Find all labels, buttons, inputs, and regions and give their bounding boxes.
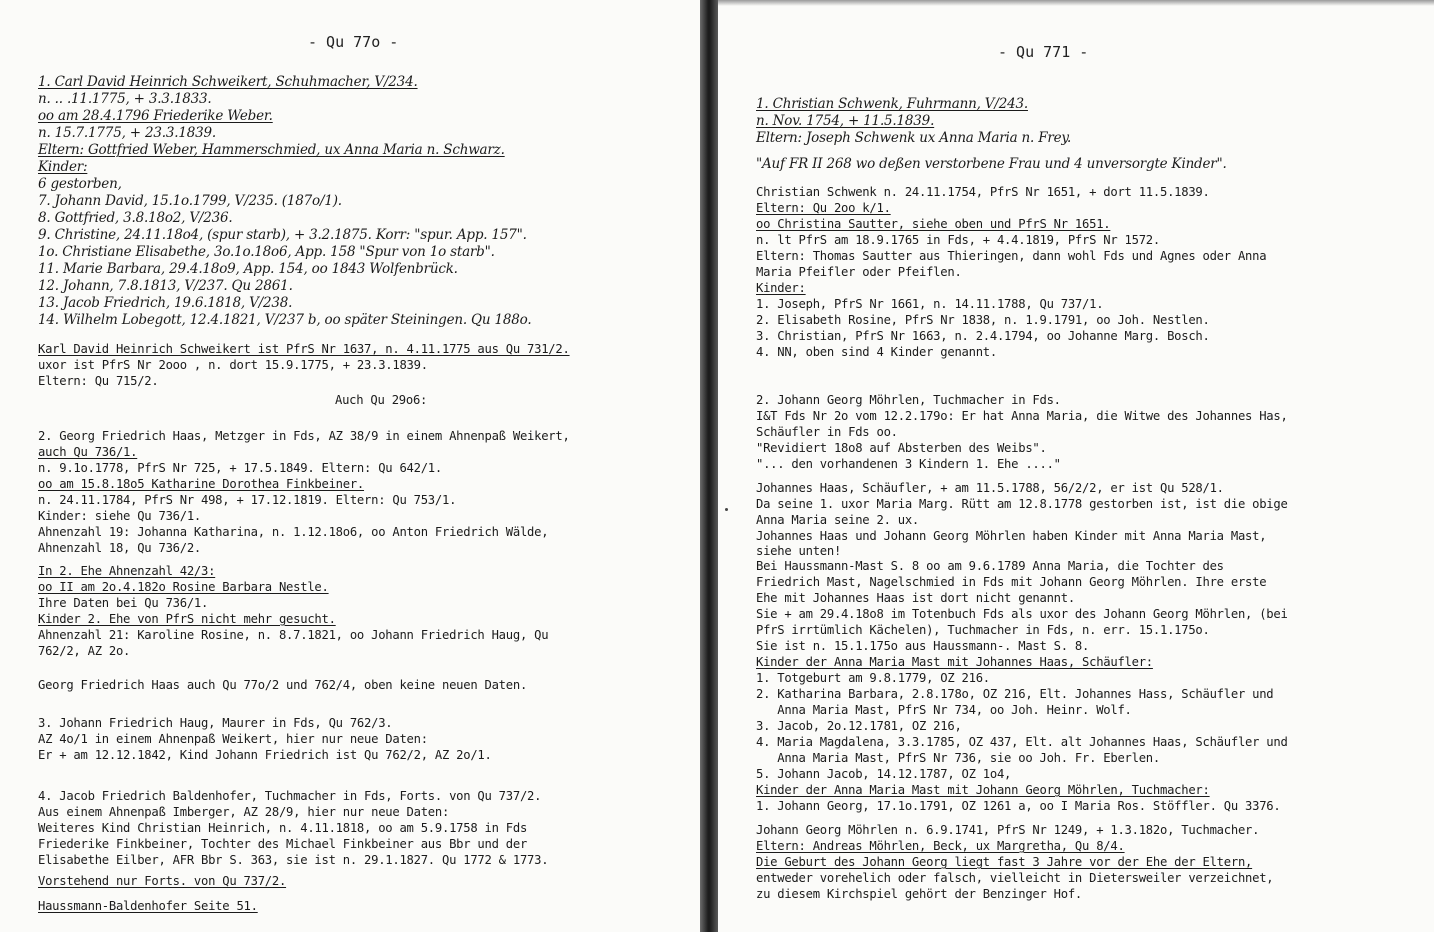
left-text-line: Karl David Heinrich Schweikert ist PfrS Nr 1637, n. 4.11.1775 aus Qu 731/2.: [38, 342, 570, 356]
right-text-line: Eltern: Joseph Schwenk ux Anna Maria n. Frey.: [756, 130, 1072, 146]
left-text-line: Kinder 2. Ehe von PfrS nicht mehr gesucht.: [38, 612, 336, 626]
right-text-line: Eltern: Thomas Sautter aus Thieringen, dann wohl Fds und Agnes oder Anna: [756, 249, 1267, 263]
right-text-line: 3. Christian, PfrS Nr 1663, n. 2.4.1794, oo Johanne Marg. Bosch.: [756, 329, 1210, 343]
left-text-line: 6 gestorben,: [38, 176, 122, 192]
left-text-line: Weiteres Kind Christian Heinrich, n. 4.11.1818, oo am 5.9.1758 in Fds: [38, 821, 528, 835]
right-text-line: Kinder der Anna Maria Mast mit Johann Georg Möhrlen, Tuchmacher:: [756, 783, 1210, 797]
right-text-line: 2. Elisabeth Rosine, PfrS Nr 1838, n. 1.9.1791, oo Joh. Nestlen.: [756, 313, 1210, 327]
left-text-line: n. 24.11.1784, PfrS Nr 498, + 17.12.1819. Eltern: Qu 753/1.: [38, 493, 457, 507]
left-text-line: oo am 15.8.18o5 Katharine Dorothea Finkbeiner.: [38, 477, 365, 491]
left-text-line: 762/2, AZ 2o.: [38, 644, 131, 658]
left-text-line: 1o. Christiane Elisabethe, 3o.1o.18o6, App. 158 "Spur von 1o starb".: [38, 244, 495, 260]
right-text-line: Schäufler in Fds oo.: [756, 425, 898, 439]
left-text-line: Elisabethe Eilber, AFR Bbr S. 363, sie ist n. 29.1.1827. Qu 1772 & 1773.: [38, 853, 549, 867]
left-text-line: n. 15.7.1775, + 23.3.1839.: [38, 125, 216, 141]
right-text-line: Eltern: Qu 2oo k/1.: [756, 201, 891, 215]
right-text-line: n. lt PfrS am 18.9.1765 in Fds, + 4.4.1819, PfrS Nr 1572.: [756, 233, 1160, 247]
left-text-line: 14. Wilhelm Lobegott, 12.4.1821, V/237 b, oo später Steiningen. Qu 188o.: [38, 312, 532, 328]
left-text-line: oo II am 2o.4.182o Rosine Barbara Nestle.: [38, 580, 329, 594]
left-text-line: Kinder:: [38, 159, 88, 175]
left-text-line: 1. Carl David Heinrich Schweikert, Schuhmacher, V/234.: [38, 74, 418, 90]
right-text-line: Anna Maria Mast, PfrS Nr 736, sie oo Joh. Fr. Eberlen.: [756, 751, 1160, 765]
right-text-line: 4. Maria Magdalena, 3.3.1785, OZ 437, Elt. alt Johannes Haas, Schäufler und: [756, 735, 1288, 749]
left-text-line: Ahnenzahl 21: Karoline Rosine, n. 8.7.1821, oo Johann Friedrich Haug, Qu: [38, 628, 549, 642]
right-text-line: "Auf FR II 268 wo deßen verstorbene Frau und 4 unversorgte Kinder".: [756, 156, 1227, 172]
left-text-line: Haussmann-Baldenhofer Seite 51.: [38, 899, 258, 913]
left-text-line: 3. Johann Friedrich Haug, Maurer in Fds, Qu 762/3.: [38, 716, 393, 730]
right-text-line: Da seine 1. uxor Maria Marg. Rütt am 12.8.1778 gestorben ist, ist die obige: [756, 497, 1288, 511]
right-text-line: Kinder:: [756, 281, 806, 295]
left-text-line: 13. Jacob Friedrich, 19.6.1818, V/238.: [38, 295, 293, 311]
left-text-line: 2. Georg Friedrich Haas, Metzger in Fds, AZ 38/9 in einem Ahnenpaß Weikert,: [38, 429, 570, 443]
left-text-line: Vorstehend nur Forts. von Qu 737/2.: [38, 874, 287, 888]
book-gutter: [700, 0, 718, 932]
right-text-line: Kinder der Anna Maria Mast mit Johannes Haas, Schäufler:: [756, 655, 1153, 669]
left-text-line: uxor ist PfrS Nr 2ooo , n. dort 15.9.1775, + 23.3.1839.: [38, 358, 428, 372]
right-text-line: 2. Katharina Barbara, 2.8.178o, OZ 216, Elt. Johannes Hass, Schäufler und: [756, 687, 1274, 701]
left-page-number: - Qu 77o -: [308, 33, 399, 51]
left-text-line: AZ 4o/1 in einem Ahnenpaß Weikert, hier nur neue Daten:: [38, 732, 428, 746]
left-text-line: In 2. Ehe Ahnenzahl 42/3:: [38, 564, 216, 578]
right-text-line: 5. Johann Jacob, 14.12.1787, OZ 1o4,: [756, 767, 1012, 781]
right-text-line: 2. Johann Georg Möhrlen, Tuchmacher in Fds.: [756, 393, 1061, 407]
right-text-line: Christian Schwenk n. 24.11.1754, PfrS Nr 1651, + dort 11.5.1839.: [756, 185, 1210, 199]
right-text-line: Maria Pfeifler oder Pfeiflen.: [756, 265, 962, 279]
right-text-line: 1. Joseph, PfrS Nr 1661, n. 14.11.1788, Qu 737/1.: [756, 297, 1104, 311]
right-text-line: 1. Totgeburt am 9.8.1779, OZ 216.: [756, 671, 990, 685]
right-text-line: Johann Georg Möhrlen n. 6.9.1741, PfrS Nr 1249, + 1.3.182o, Tuchmacher.: [756, 823, 1260, 837]
left-text-line: oo am 28.4.1796 Friederike Weber.: [38, 108, 273, 124]
left-text-line: n. 9.1o.1778, PfrS Nr 725, + 17.5.1849. Eltern: Qu 642/1.: [38, 461, 442, 475]
speck: [725, 508, 728, 511]
right-text-line: Johannes Haas, Schäufler, + am 11.5.1788, 56/2/2, er ist Qu 528/1.: [756, 481, 1224, 495]
right-text-line: Anna Maria Mast, PfrS Nr 734, oo Joh. Heinr. Wolf.: [756, 703, 1132, 717]
right-text-line: Anna Maria seine 2. ux.: [756, 513, 920, 527]
left-text-line: 11. Marie Barbara, 29.4.18o9, App. 154, oo 1843 Wolfenbrück.: [38, 261, 458, 277]
right-text-line: Die Geburt des Johann Georg liegt fast 3 Jahre vor der Ehe der Eltern,: [756, 855, 1253, 869]
left-text-line: n. .. .11.1775, + 3.3.1833.: [38, 91, 212, 107]
right-text-line: Ehe mit Johannes Haas ist dort nicht genannt.: [756, 591, 1075, 605]
right-text-line: 1. Johann Georg, 17.1o.1791, OZ 1261 a, oo I Maria Ros. Stöffler. Qu 3376.: [756, 799, 1281, 813]
left-page: [0, 0, 700, 932]
left-text-line: auch Qu 736/1.: [38, 445, 138, 459]
left-text-line: 9. Christine, 24.11.18o4, (spur starb), + 3.2.1875. Korr: "spur. App. 157".: [38, 227, 527, 243]
left-text-line: Georg Friedrich Haas auch Qu 77o/2 und 762/4, oben keine neuen Daten.: [38, 678, 528, 692]
right-text-line: oo Christina Sautter, siehe oben und PfrS Nr 1651.: [756, 217, 1111, 231]
right-text-line: Johannes Haas und Johann Georg Möhrlen haben Kinder mit Anna Maria Mast,: [756, 529, 1267, 543]
left-text-line: Eltern: Gottfried Weber, Hammerschmied, ux Anna Maria n. Schwarz.: [38, 142, 505, 158]
right-text-line: zu diesem Kirchspiel gehört der Benzinger Hof.: [756, 887, 1083, 901]
right-text-line: 3. Jacob, 2o.12.1781, OZ 216,: [756, 719, 962, 733]
left-text-line: Kinder: siehe Qu 736/1.: [38, 509, 202, 523]
right-text-line: "... den vorhandenen 3 Kindern 1. Ehe ....": [756, 457, 1061, 471]
left-text-line: 4. Jacob Friedrich Baldenhofer, Tuchmacher in Fds, Forts. von Qu 737/2.: [38, 789, 542, 803]
right-text-line: siehe unten!: [756, 544, 842, 558]
left-text-line: Ahnenzahl 18, Qu 736/2.: [38, 541, 202, 555]
left-text-line: Ahnenzahl 19: Johanna Katharina, n. 1.12.18o6, oo Anton Friedrich Wälde,: [38, 525, 549, 539]
right-page-number: - Qu 771 -: [998, 43, 1089, 61]
left-text-line: Friederike Finkbeiner, Tochter des Michael Finkbeiner aus Bbr und der: [38, 837, 528, 851]
right-text-line: Eltern: Andreas Möhrlen, Beck, ux Margretha, Qu 8/4.: [756, 839, 1125, 853]
left-text-line: Ihre Daten bei Qu 736/1.: [38, 596, 209, 610]
right-text-line: entweder vorehelich oder falsch, vielleicht in Dietersweiler verzeichnet,: [756, 871, 1274, 885]
right-text-line: "Revidiert 18o8 auf Absterben des Weibs".: [756, 441, 1047, 455]
right-text-line: 4. NN, oben sind 4 Kinder genannt.: [756, 345, 997, 359]
left-text-line: Auch Qu 29o6:: [335, 393, 428, 407]
left-text-line: 12. Johann, 7.8.1813, V/237. Qu 2861.: [38, 278, 293, 294]
right-text-line: PfrS irrtümlich Kächelen), Tuchmacher in Fds, n. err. 15.1.175o.: [756, 623, 1210, 637]
right-text-line: Friedrich Mast, Nagelschmied in Fds mit Johann Georg Möhrlen. Ihre erste: [756, 575, 1267, 589]
right-text-line: Sie + am 29.4.18o8 im Totenbuch Fds als uxor des Johann Georg Möhrlen, (bei: [756, 607, 1288, 621]
left-text-line: Aus einem Ahnenpaß Imberger, AZ 28/9, hier nur neue Daten:: [38, 805, 450, 819]
right-text-line: Sie ist n. 15.1.175o aus Haussmann-. Mast S. 8.: [756, 639, 1090, 653]
right-text-line: Bei Haussmann-Mast S. 8 oo am 9.6.1789 Anna Maria, die Tochter des: [756, 559, 1224, 573]
left-text-line: 7. Johann David, 15.1o.1799, V/235. (187o/1).: [38, 193, 342, 209]
page-top-edge: [718, 0, 1434, 6]
left-text-line: Eltern: Qu 715/2.: [38, 374, 159, 388]
right-text-line: 1. Christian Schwenk, Fuhrmann, V/243.: [756, 96, 1028, 112]
left-text-line: Er + am 12.12.1842, Kind Johann Friedrich ist Qu 762/2, AZ 2o/1.: [38, 748, 492, 762]
right-page: [718, 0, 1434, 932]
right-text-line: n. Nov. 1754, + 11.5.1839.: [756, 113, 935, 129]
right-text-line: I&T Fds Nr 2o vom 12.2.179o: Er hat Anna Maria, die Witwe des Johannes Has,: [756, 409, 1288, 423]
left-text-line: 8. Gottfried, 3.8.18o2, V/236.: [38, 210, 233, 226]
